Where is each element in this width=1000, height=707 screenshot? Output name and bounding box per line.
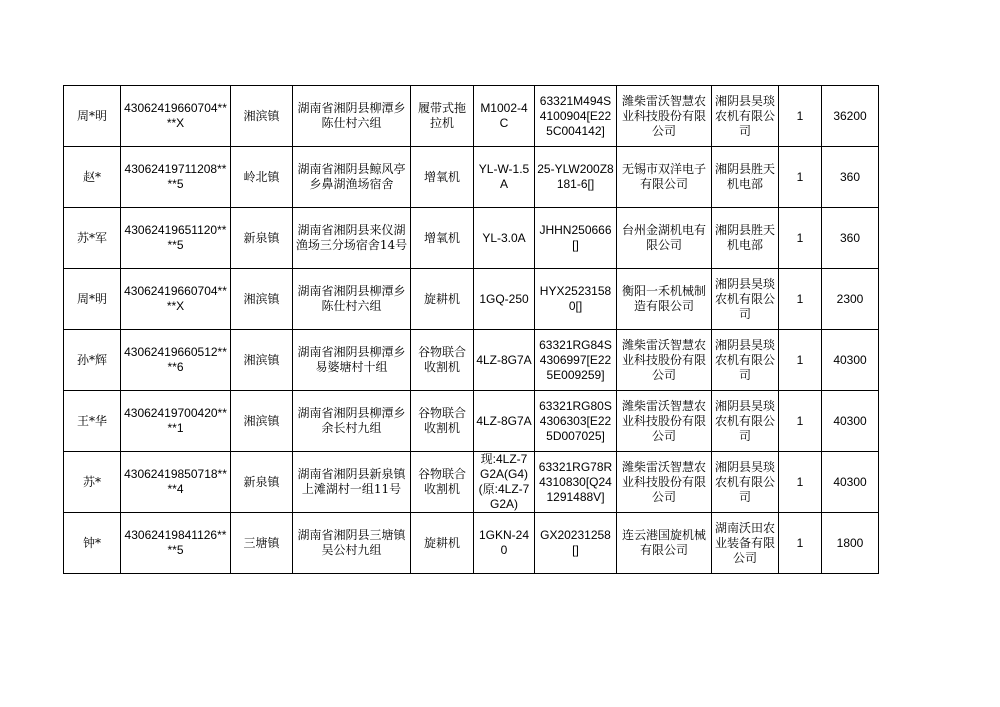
cell-amount: 2300 [822, 269, 879, 330]
cell-amount: 360 [822, 208, 879, 269]
cell-model: 4LZ-8G7A [474, 391, 535, 452]
cell-id-number: 43062419841126****5 [121, 513, 231, 574]
cell-dealer: 湘阴县昊琰农机有限公司 [712, 391, 779, 452]
cell-id-number: 43062419700420****1 [121, 391, 231, 452]
cell-town: 三塘镇 [231, 513, 293, 574]
cell-name: 孙*辉 [64, 330, 121, 391]
cell-amount: 360 [822, 147, 879, 208]
table-row [64, 452, 879, 513]
cell-address: 湖南省湘阴县柳潭乡余长村九组 [293, 391, 411, 452]
cell-amount: 36200 [822, 86, 879, 147]
cell-model: 1GKN-240 [474, 513, 535, 574]
cell-dealer: 湘阴县胜天机电部 [712, 147, 779, 208]
cell-manufacturer: 无锡市双洋电子有限公司 [617, 147, 712, 208]
cell-machine-type: 增氧机 [411, 208, 474, 269]
cell-id-number: 43062419651120****5 [121, 208, 231, 269]
cell-amount: 40300 [822, 391, 879, 452]
cell-town: 岭北镇 [231, 147, 293, 208]
cell-manufacturer: 潍柴雷沃智慧农业科技股份有限公司 [617, 452, 712, 513]
cell-name: 苏* [64, 452, 121, 513]
cell-model: M1002-4C [474, 86, 535, 147]
cell-town: 湘滨镇 [231, 391, 293, 452]
cell-manufacturer: 台州金湖机电有限公司 [617, 208, 712, 269]
cell-name: 王*华 [64, 391, 121, 452]
cell-model: 4LZ-8G7A [474, 330, 535, 391]
subsidy-table [63, 85, 879, 574]
cell-dealer: 湘阴县昊琰农机有限公司 [712, 86, 779, 147]
cell-town: 湘滨镇 [231, 330, 293, 391]
cell-town: 湘滨镇 [231, 86, 293, 147]
cell-town: 新泉镇 [231, 452, 293, 513]
cell-amount: 40300 [822, 452, 879, 513]
cell-quantity: 1 [779, 269, 822, 330]
cell-dealer: 湖南沃田农业装备有限公司 [712, 513, 779, 574]
cell-quantity: 1 [779, 147, 822, 208]
cell-name: 赵* [64, 147, 121, 208]
cell-id-number: 43062419660704****X [121, 86, 231, 147]
cell-serial: 63321RG80S4306303[E225D007025] [535, 391, 617, 452]
cell-amount: 40300 [822, 330, 879, 391]
cell-dealer: 湘阴县胜天机电部 [712, 208, 779, 269]
cell-town: 新泉镇 [231, 208, 293, 269]
cell-serial: 63321RG78R4310830[Q241291488V] [535, 452, 617, 513]
cell-machine-type: 谷物联合收割机 [411, 452, 474, 513]
cell-serial: 63321M494S4100904[E225C004142] [535, 86, 617, 147]
cell-name: 周*明 [64, 269, 121, 330]
cell-dealer: 湘阴县昊琰农机有限公司 [712, 452, 779, 513]
cell-quantity: 1 [779, 208, 822, 269]
cell-dealer: 湘阴县昊琰农机有限公司 [712, 330, 779, 391]
cell-amount: 1800 [822, 513, 879, 574]
cell-manufacturer: 连云港国旋机械有限公司 [617, 513, 712, 574]
cell-serial: HYX25231580[] [535, 269, 617, 330]
cell-model: 现:4LZ-7G2A(G4)(原:4LZ-7G2A) [474, 452, 535, 513]
cell-address: 湖南省湘阴县柳潭乡易婆塘村十组 [293, 330, 411, 391]
cell-serial: 63321RG84S4306997[E225E009259] [535, 330, 617, 391]
table-row [64, 208, 879, 269]
table-row [64, 86, 879, 147]
cell-machine-type: 履带式拖拉机 [411, 86, 474, 147]
cell-address: 湖南省湘阴县柳潭乡陈仕村六组 [293, 269, 411, 330]
cell-model: YL-3.0A [474, 208, 535, 269]
cell-address: 湖南省湘阴县柳潭乡陈仕村六组 [293, 86, 411, 147]
cell-serial: JHHN250666[] [535, 208, 617, 269]
cell-address: 湖南省湘阴县三塘镇吴公村九组 [293, 513, 411, 574]
cell-name: 周*明 [64, 86, 121, 147]
cell-quantity: 1 [779, 391, 822, 452]
cell-dealer: 湘阴县昊琰农机有限公司 [712, 269, 779, 330]
cell-serial: 25-YLW200Z8181-6[] [535, 147, 617, 208]
cell-machine-type: 旋耕机 [411, 513, 474, 574]
cell-manufacturer: 潍柴雷沃智慧农业科技股份有限公司 [617, 330, 712, 391]
table-row [64, 391, 879, 452]
cell-manufacturer: 潍柴雷沃智慧农业科技股份有限公司 [617, 391, 712, 452]
cell-quantity: 1 [779, 86, 822, 147]
cell-machine-type: 增氧机 [411, 147, 474, 208]
table-row [64, 269, 879, 330]
cell-id-number: 43062419850718****4 [121, 452, 231, 513]
cell-serial: GX20231258[] [535, 513, 617, 574]
cell-name: 苏*军 [64, 208, 121, 269]
cell-machine-type: 谷物联合收割机 [411, 330, 474, 391]
cell-address: 湖南省湘阴县鲸风亭乡鼻湖渔场宿舍 [293, 147, 411, 208]
cell-manufacturer: 潍柴雷沃智慧农业科技股份有限公司 [617, 86, 712, 147]
cell-name: 钟* [64, 513, 121, 574]
cell-manufacturer: 衡阳一禾机械制造有限公司 [617, 269, 712, 330]
table-row [64, 330, 879, 391]
cell-model: YL-W-1.5A [474, 147, 535, 208]
cell-address: 湖南省湘阴县新泉镇上滩湖村一组11号 [293, 452, 411, 513]
table-row [64, 147, 879, 208]
cell-quantity: 1 [779, 452, 822, 513]
cell-id-number: 43062419660704****X [121, 269, 231, 330]
cell-model: 1GQ-250 [474, 269, 535, 330]
cell-quantity: 1 [779, 330, 822, 391]
table-row [64, 513, 879, 574]
cell-machine-type: 谷物联合收割机 [411, 391, 474, 452]
cell-town: 湘滨镇 [231, 269, 293, 330]
cell-quantity: 1 [779, 513, 822, 574]
cell-id-number: 43062419660512****6 [121, 330, 231, 391]
cell-id-number: 43062419711208****5 [121, 147, 231, 208]
cell-address: 湖南省湘阴县来仪湖渔场三分场宿舍14号 [293, 208, 411, 269]
cell-machine-type: 旋耕机 [411, 269, 474, 330]
